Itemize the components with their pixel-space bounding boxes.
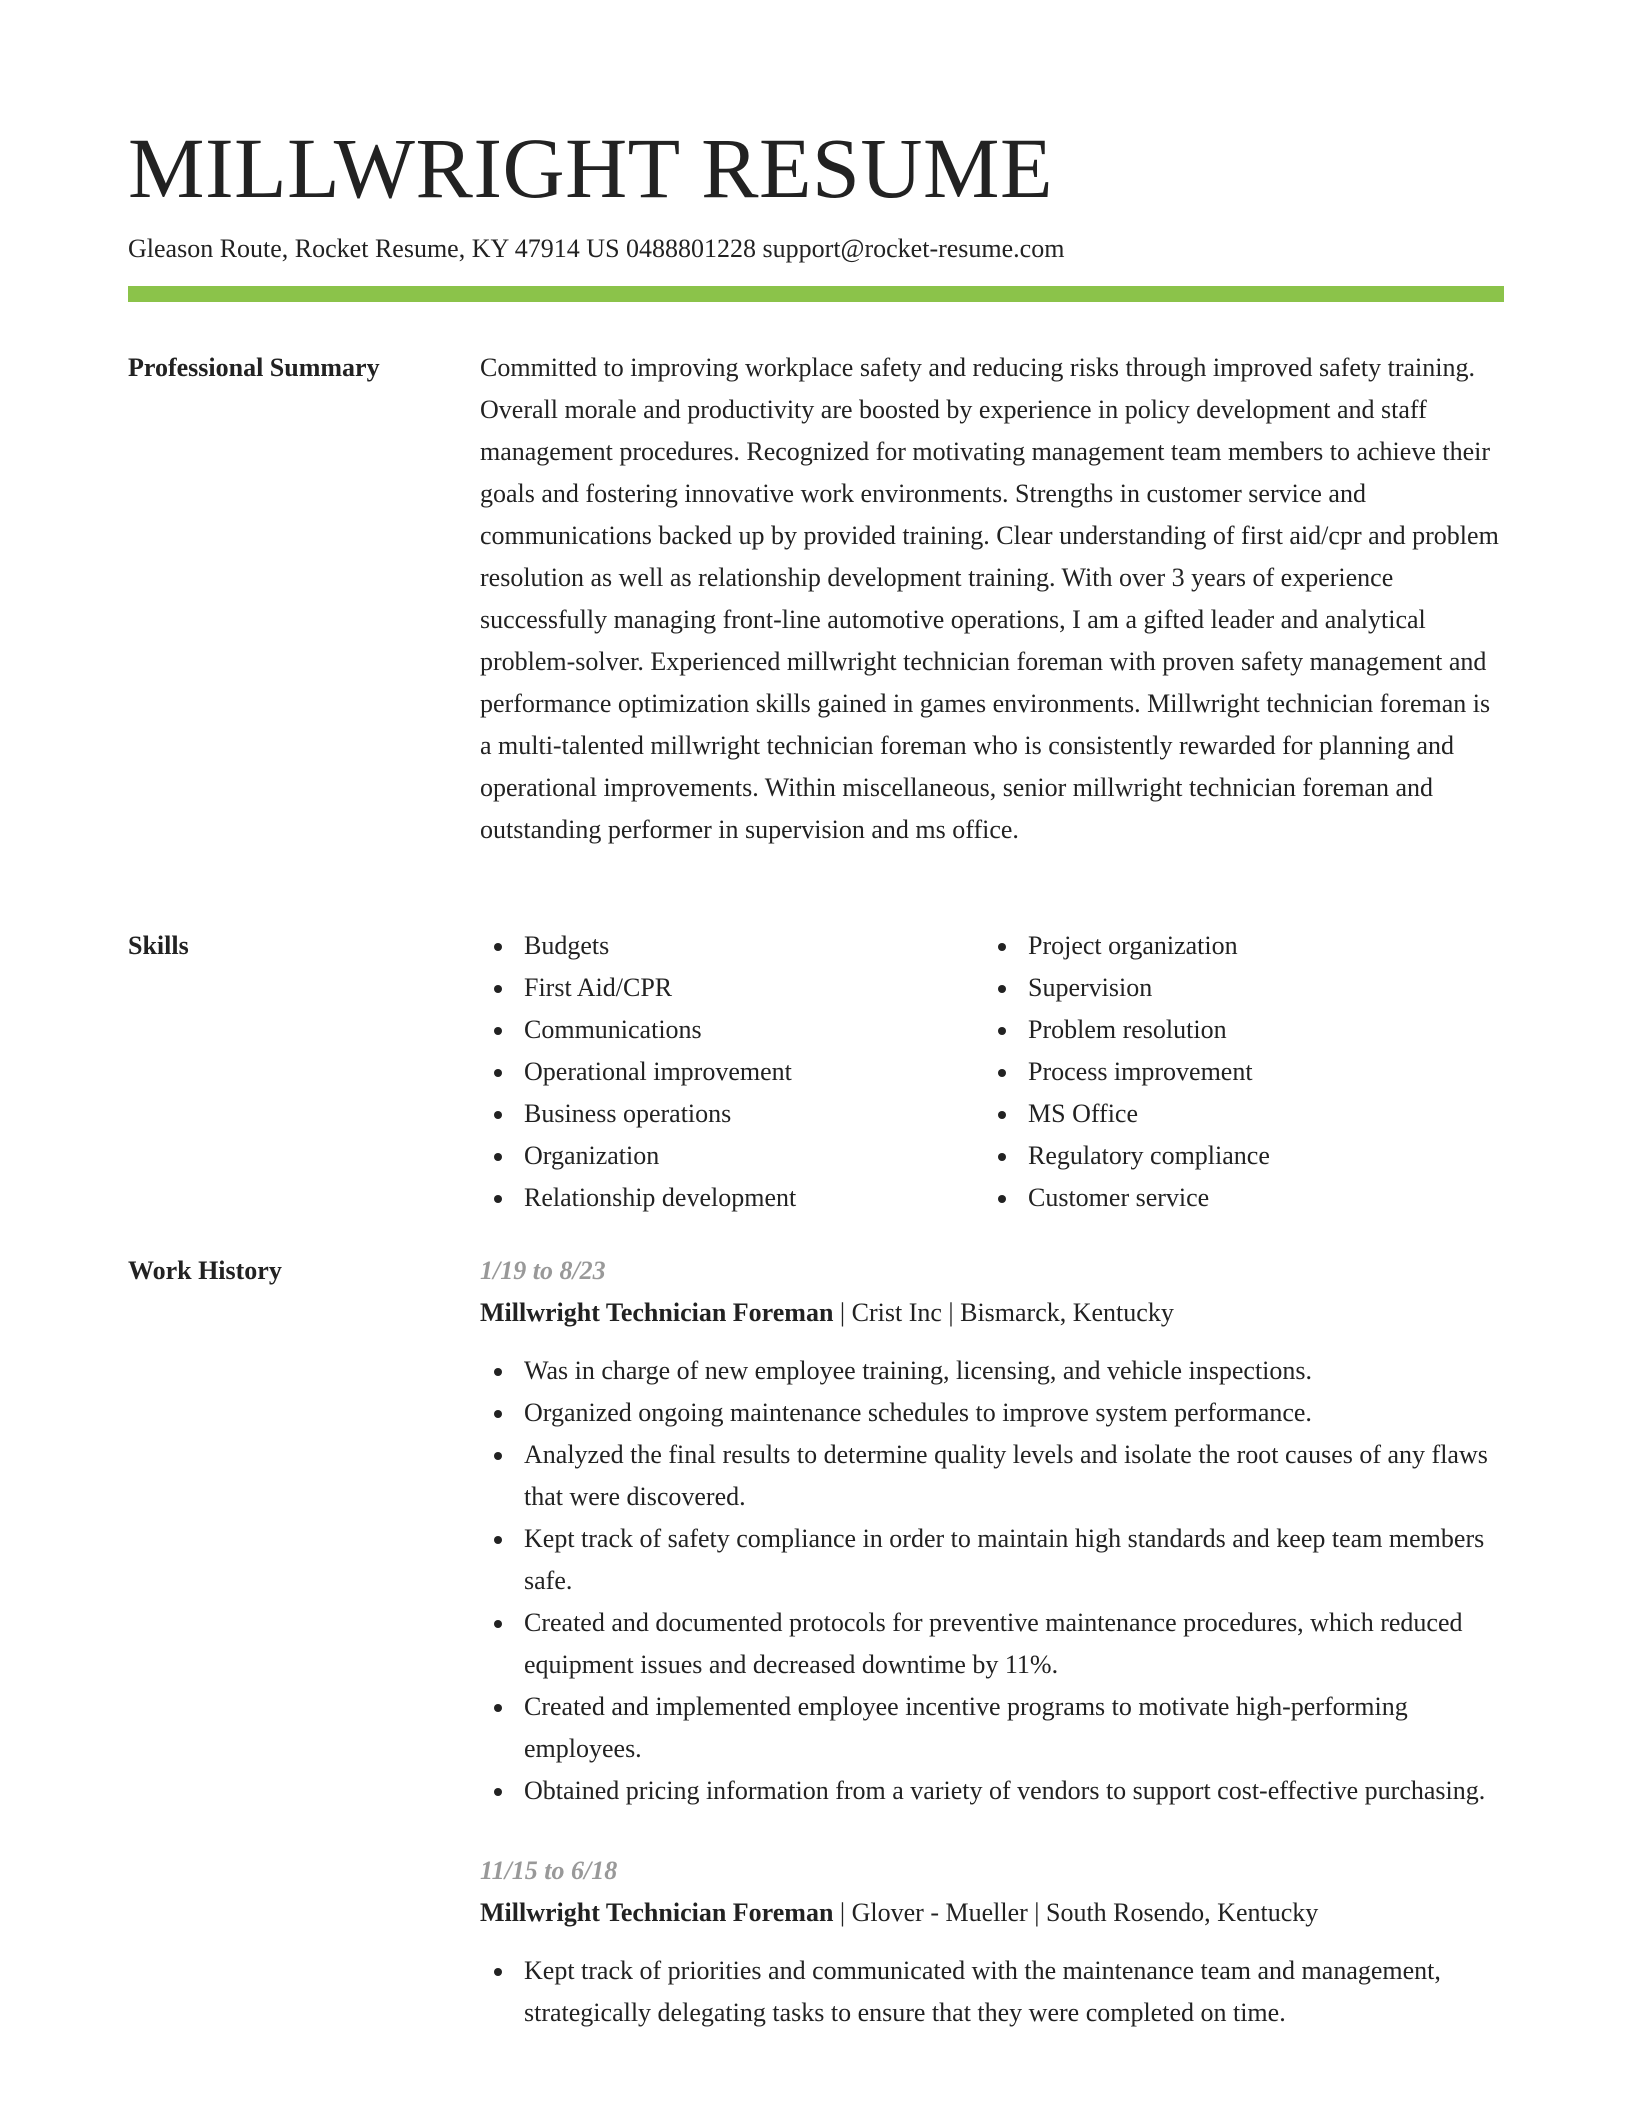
header-divider [128,286,1504,302]
skills-lists [480,925,1504,1219]
job-dates: 1/19 to 8/23 [480,1256,606,1285]
skill-item: Process improvement [984,1051,1488,1093]
job-entry [480,1850,1504,2034]
job-bullet: Organized ongoing maintenance schedules to improve system performance. [480,1392,1504,1434]
skill-item: Supervision [984,967,1488,1009]
work-history-body [480,1250,1504,2072]
skill-item: Operational improvement [480,1051,984,1093]
job-bullet: Kept track of safety compliance in order to maintain high standards and keep team members safe. [480,1518,1504,1602]
skill-item: Customer service [984,1177,1488,1219]
job-heading [480,1892,1504,1934]
job-details: | Glover - Mueller | South Rosendo, Kentucky [833,1898,1319,1927]
job-bullet: Obtained pricing information from a variety of vendors to support cost-effective purchasing. [480,1770,1504,1812]
summary-body [480,347,1504,851]
job-entry [480,1250,1504,1812]
work-history-label: Work History [128,1256,282,1285]
skill-item: Regulatory compliance [984,1135,1488,1177]
skills-label: Skills [128,931,189,960]
job-bullet: Kept track of priorities and communicated with the maintenance team and management, strategically delegating tasks to ensure that they were completed on time. [480,1950,1504,2034]
job-heading [480,1292,1504,1334]
skill-item: Project organization [984,925,1488,967]
contact-line: Gleason Route, Rocket Resume, KY 47914 US 0488801228 support@rocket-resume.com [128,234,1065,263]
job-dates: 11/15 to 6/18 [480,1856,618,1885]
skill-item: Problem resolution [984,1009,1488,1051]
job-bullets [480,1950,1504,2034]
skills-list-right [984,925,1488,1219]
skill-item: First Aid/CPR [480,967,984,1009]
resume-title: MILLWRIGHT RESUME [128,120,1053,216]
job-bullet: Analyzed the final results to determine quality levels and isolate the root causes of any flaws that were discovered. [480,1434,1504,1518]
skill-item: Relationship development [480,1177,984,1219]
job-bullet: Created and implemented employee incentive programs to motivate high-performing employees. [480,1686,1504,1770]
job-details: | Crist Inc | Bismarck, Kentucky [833,1298,1174,1327]
skill-item: Organization [480,1135,984,1177]
skill-item: MS Office [984,1093,1488,1135]
job-bullet: Was in charge of new employee training, licensing, and vehicle inspections. [480,1350,1504,1392]
skill-item: Budgets [480,925,984,967]
summary-text: Committed to improving workplace safety and reducing risks through improved safety training. Overall morale and productivity are boosted by experience in policy development and staff management procedures. Recognized for motivating management team members to achieve their goals and fostering innovative work environments. Strengths in customer service and communications backed up by provided training. Clear understanding of first aid/cpr and problem resolution as well as relationship development training. With over 3 years of experience successfully managing front-line automotive operations, I am a gifted leader and analytical problem-solver. Experienced millwright technician foreman with proven safety management and performance optimization skills gained in games environments. Millwright technician foreman is a multi-talented millwright technician foreman who is consistently rewarded for planning and operational improvements. Within miscellaneous, senior millwright technician foreman and outstanding performer in supervision and ms office. [480,353,1499,844]
job-title: Millwright Technician Foreman [480,1898,834,1927]
skills-list-left [480,925,984,1219]
summary-label: Professional Summary [128,353,380,382]
skill-item: Communications [480,1009,984,1051]
skill-item: Business operations [480,1093,984,1135]
job-bullets [480,1350,1504,1812]
job-title: Millwright Technician Foreman [480,1298,834,1327]
job-bullet: Created and documented protocols for preventive maintenance procedures, which reduced equipment issues and decreased downtime by 11%. [480,1602,1504,1686]
